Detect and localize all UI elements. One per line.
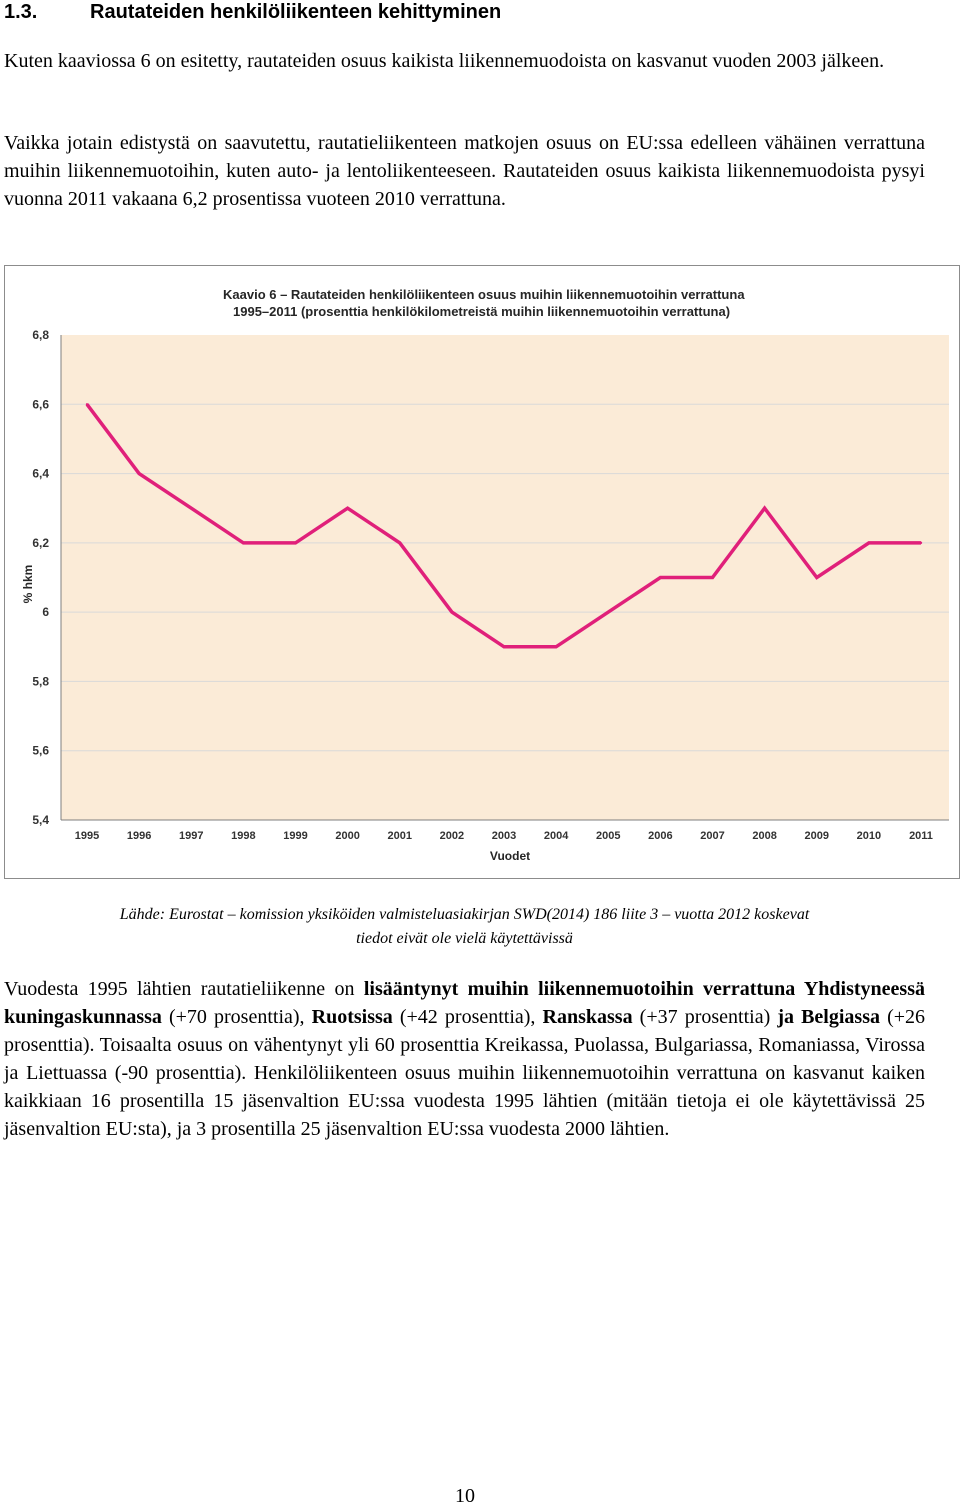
data-point	[763, 507, 765, 509]
chart-container	[4, 265, 960, 879]
data-point	[920, 542, 922, 544]
x-tick-label: 2002	[439, 830, 465, 842]
data-point	[399, 542, 401, 544]
section-title: Rautateiden henkilöliikenteen kehittyminen	[90, 1, 502, 23]
y-tick-label: 6	[42, 605, 49, 620]
chart-title-line-1: Kaavio 6 – Rautateiden henkilöliikenteen osuus muihin liikennemuotoihin verrattuna	[223, 287, 745, 302]
x-tick-label: 2011	[909, 830, 933, 842]
bold-phrase: Ruotsissa	[311, 1006, 393, 1028]
x-tick-label: 2000	[335, 830, 360, 842]
data-point	[138, 472, 140, 474]
section-number: 1.3.	[4, 1, 38, 23]
x-tick-label: 2004	[543, 830, 569, 842]
text-run: (+42 prosenttia),	[392, 1006, 543, 1028]
x-tick-label: 2010	[856, 830, 882, 842]
bold-phrase: ja Belgiassa	[777, 1006, 880, 1028]
y-tick-label: 6,8	[32, 328, 49, 342]
data-point	[816, 576, 818, 578]
data-point	[242, 542, 244, 544]
x-tick-label: 2008	[752, 830, 777, 842]
data-point	[555, 646, 557, 648]
data-point	[868, 542, 870, 544]
x-tick-label: 1998	[231, 830, 256, 842]
x-tick-label: 2009	[804, 830, 829, 842]
rail-share-line-chart	[5, 266, 959, 878]
data-point	[659, 576, 661, 578]
data-point	[503, 646, 505, 648]
data-point	[451, 611, 453, 613]
caption-line-2: tiedot eivät ole vielä käytettävissä	[356, 930, 573, 947]
paragraph-intro: Kuten kaaviossa 6 on esitetty, rautateiden osuus kaikista liikennemuodoista on kasvanut vuoden 2003 jälkeen.	[4, 50, 885, 72]
bold-phrase: Ranskassa	[542, 1006, 633, 1028]
x-tick-label: 1999	[283, 830, 308, 842]
y-tick-label: 6,2	[32, 535, 49, 550]
data-point	[190, 507, 192, 509]
x-tick-label: 2001	[387, 830, 412, 842]
caption-line-1: Lähde: Eurostat – komission yksiköiden valmisteluasiakirjan SWD(2014) 186 liite 3 – vuotta 2012 koskevat	[119, 906, 810, 923]
page-number: 10	[455, 1485, 475, 1507]
chart-title-line-2: 1995–2011 (prosenttia henkilökilometreistä muihin liikennemuotoihin verrattuna)	[233, 304, 731, 319]
bold-phrase: lisääntynyt muihin liikennemuotoihin verrattuna Yhdistyneessä kuningaskunnassa	[4, 978, 925, 1028]
data-point	[346, 507, 348, 509]
x-tick-label: 1997	[179, 830, 204, 842]
y-tick-label: 5,8	[32, 674, 49, 689]
chart-source-caption	[4, 903, 925, 951]
x-tick-label: 2003	[491, 830, 517, 842]
data-point	[294, 542, 296, 544]
text-run: (+70 prosenttia),	[161, 1006, 312, 1028]
x-tick-label: 1996	[126, 830, 152, 842]
y-tick-label: 5,4	[32, 813, 49, 827]
x-tick-label: 2006	[648, 830, 673, 842]
data-point	[711, 576, 713, 578]
paragraph-country-trends	[4, 975, 925, 1143]
section-heading	[4, 0, 501, 24]
y-axis-label: % hkm	[21, 564, 35, 604]
paragraph-progress: Vaikka jotain edistystä on saavutettu, rautatieliikenteen matkojen osuus on EU:ssa edelleen vähäinen verrattuna muihin liikennemuotoihin, kuten auto- ja lentoliikenteeseen. Rautateiden osuus kaikista liikennemuodoista pysyi vuonna 2011 vakaana 6,2 prosentissa vuoteen 2010 verrattuna.	[4, 132, 925, 210]
text-run: (+26 prosenttia). Toisaalta osuus on vähentynyt yli 60 prosenttia Kreikassa, Puolassa, Bulgariassa, Romaniassa, Virossa ja Liettuassa (-90 prosenttia). Henkilöliikenteen osuus muihin liikennemuotoihin verrattuna on kasvanut kaiken kaikkiaan 16 prosentilla 15 jäsenvaltion EU:ssa vuodesta 1995 lähtien (mitään tietoja ei ole käytettävissä 25 jäsenvaltion EU:sta), ja 3 prosentilla 25 jäsenvaltion EU:ssa vuodesta 2000 lähtien.	[4, 1006, 926, 1140]
x-tick-label: 2005	[596, 830, 621, 842]
y-tick-label: 6,4	[32, 466, 49, 481]
data-point	[86, 403, 88, 405]
data-point	[607, 611, 609, 613]
y-tick-label: 5,6	[32, 743, 49, 758]
text-run: Vuodesta 1995 lähtien rautatieliikenne on	[4, 978, 364, 1000]
text-run: (+37 prosenttia)	[632, 1006, 778, 1028]
x-tick-label: 1995	[74, 830, 100, 842]
x-tick-label: 2007	[700, 830, 725, 842]
y-tick-label: 6,6	[32, 397, 49, 412]
x-axis-label: Vuodet	[489, 849, 531, 863]
